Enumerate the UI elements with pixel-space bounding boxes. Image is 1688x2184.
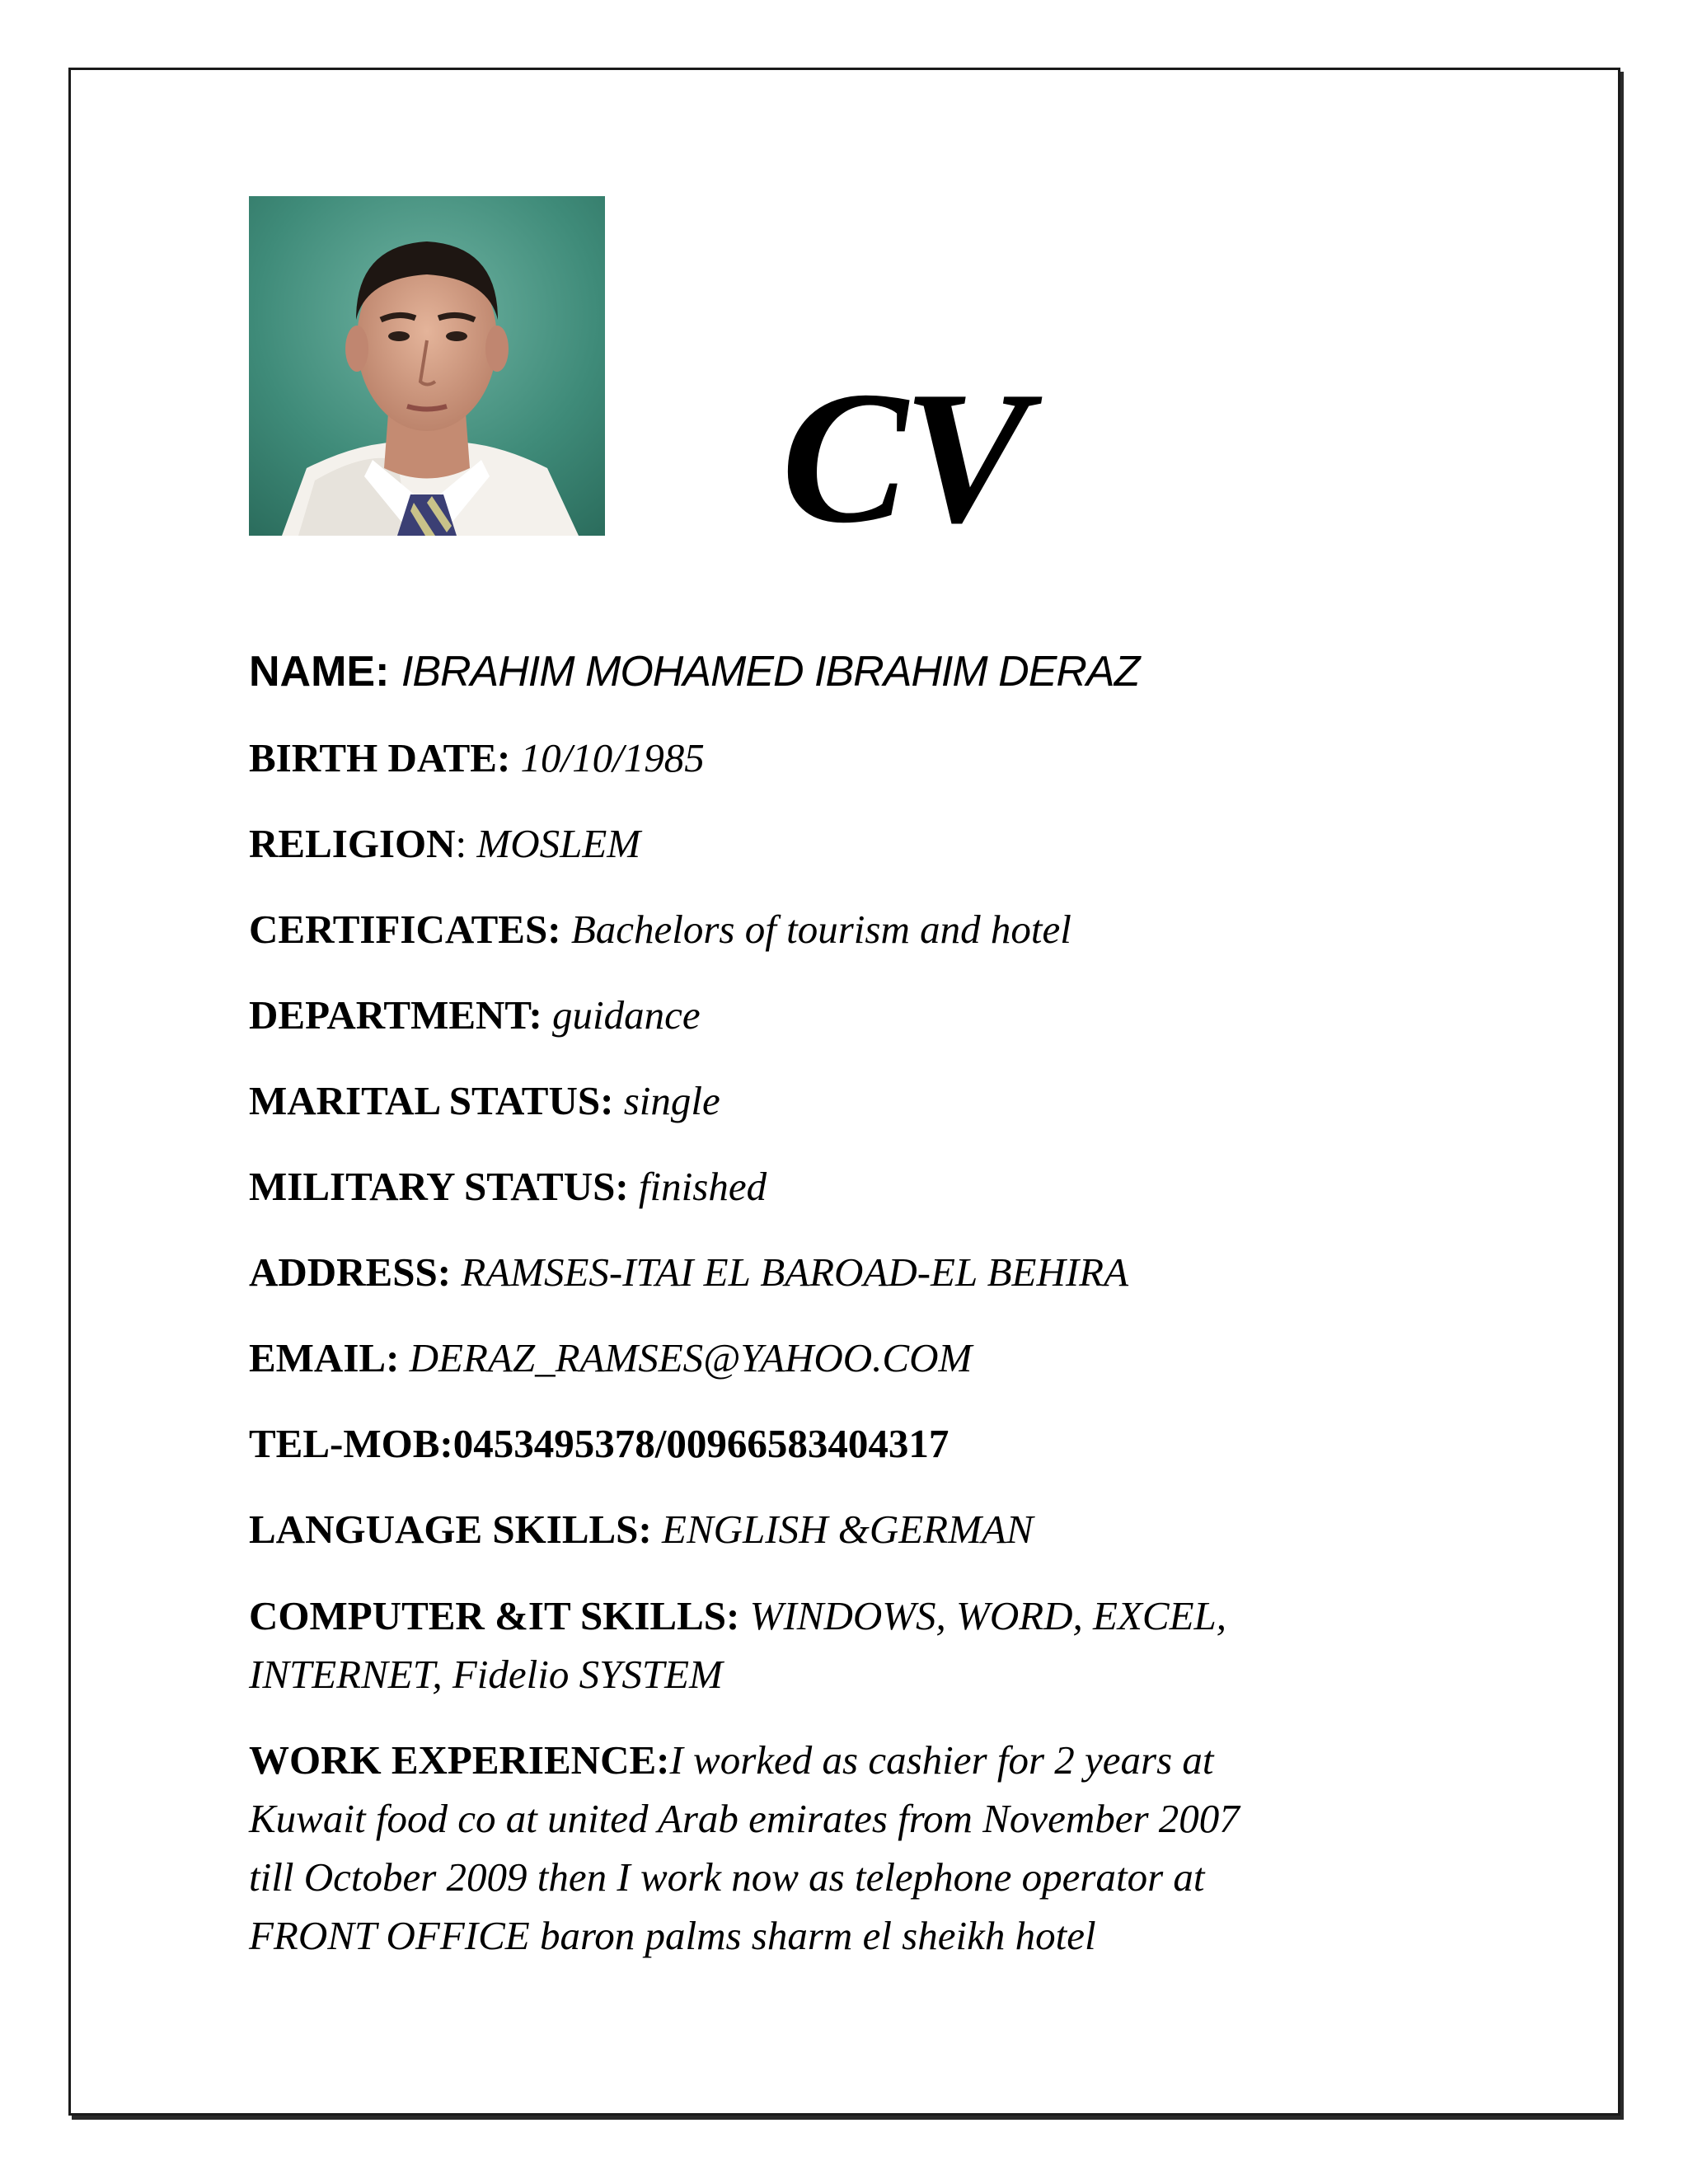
military-status-label: MILITARY STATUS: — [249, 1164, 629, 1209]
work-experience-value-4: FRONT OFFICE baron palms sharm el sheikh hotel — [249, 1913, 1096, 1958]
name-row — [249, 643, 1139, 701]
computer-skills-line-1 — [249, 1586, 1226, 1645]
computer-skills-value-2: INTERNET, Fidelio SYSTEM — [249, 1652, 723, 1697]
department-label: DEPARTMENT: — [249, 992, 542, 1038]
certificates-value: Bachelors of tourism and hotel — [570, 907, 1071, 952]
military-status-row — [249, 1158, 767, 1216]
name-value: IBRAHIM MOHAMED IBRAHIM DERAZ — [401, 648, 1140, 696]
department-value: guidance — [552, 992, 701, 1038]
address-label: ADDRESS: — [249, 1249, 452, 1295]
religion-colon: : — [455, 821, 467, 866]
language-skills-row — [249, 1501, 1034, 1558]
work-experience-value-1: I worked as cashier for 2 years at — [669, 1737, 1214, 1783]
religion-row — [249, 815, 640, 873]
address-row — [249, 1244, 1128, 1301]
language-skills-value: ENGLISH &GERMAN — [662, 1507, 1034, 1552]
tel-mob-label: TEL-MOB:0453495378/00966583404317 — [249, 1421, 950, 1466]
birth-date-value: 10/10/1985 — [520, 735, 705, 780]
email-label: EMAIL: — [249, 1335, 400, 1380]
marital-status-row — [249, 1072, 720, 1130]
military-status-value: finished — [638, 1164, 767, 1209]
work-experience-block — [249, 1731, 1240, 1965]
name-label: NAME: — [249, 648, 390, 696]
work-experience-value-2: Kuwait food co at united Arab emirates from November 2007 — [249, 1796, 1240, 1841]
work-experience-label: WORK EXPERIENCE: — [249, 1737, 670, 1783]
work-experience-line-1 — [249, 1731, 1240, 1789]
profile-photo — [249, 196, 605, 536]
language-skills-label: LANGUAGE SKILLS: — [249, 1507, 652, 1552]
birth-date-label: BIRTH DATE: — [249, 735, 511, 780]
computer-skills-block — [249, 1586, 1226, 1704]
cv-title: CV — [781, 352, 1025, 562]
work-experience-value-3: till October 2009 then I work now as telephone operator at — [249, 1854, 1205, 1900]
computer-skills-label: COMPUTER &IT SKILLS: — [249, 1593, 740, 1638]
tel-mob-row — [249, 1415, 949, 1473]
portrait-image — [249, 196, 605, 536]
religion-label: RELIGION — [249, 821, 456, 866]
address-value: RAMSES-ITAI EL BAROAD-EL BEHIRA — [461, 1249, 1129, 1295]
email-row — [249, 1329, 972, 1387]
computer-skills-value-1: WINDOWS, WORD, EXCEL, — [749, 1593, 1227, 1638]
email-value: DERAZ_RAMSES@YAHOO.COM — [409, 1335, 973, 1380]
marital-status-label: MARITAL STATUS: — [249, 1078, 614, 1123]
certificates-row — [249, 901, 1071, 958]
religion-value: MOSLEM — [476, 821, 641, 866]
certificates-label: CERTIFICATES: — [249, 907, 561, 952]
marital-status-value: single — [623, 1078, 720, 1123]
birth-date-row — [249, 729, 705, 787]
department-row — [249, 987, 701, 1044]
